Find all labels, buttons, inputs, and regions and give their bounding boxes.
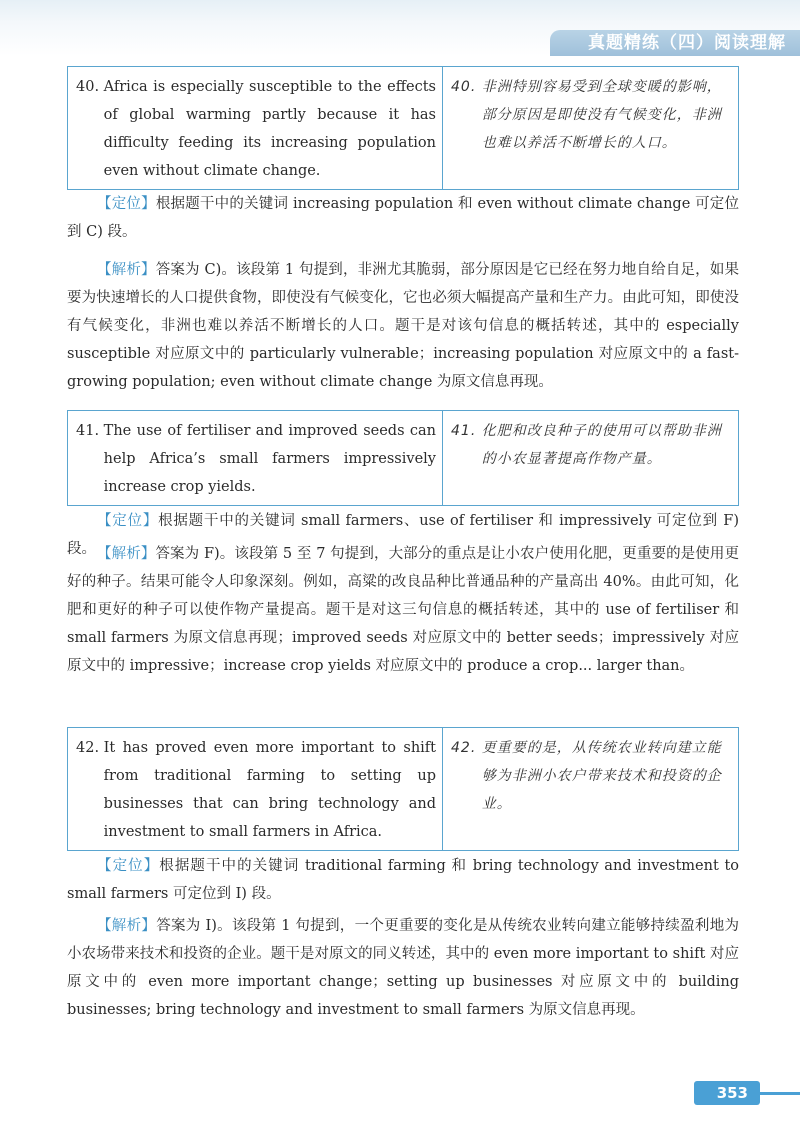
- question-translation: [443, 728, 738, 850]
- question-english: [68, 411, 443, 505]
- locate-text: 根据题干中的关键词 traditional farming 和 bring technology and investment to small farmers 可定位到 I) 段。: [67, 858, 739, 902]
- locate-tag: 【定位】: [97, 513, 159, 529]
- translation-number: 42.: [451, 740, 477, 756]
- locate-tag: 【定位】: [97, 196, 156, 212]
- question-number: 40.: [76, 79, 100, 95]
- analysis-tag: 【解析】: [97, 918, 157, 934]
- question-text: Africa is especially susceptible to the effects of global warming partly because it has difficulty feeding its increasing population even without climate change.: [103, 79, 436, 179]
- question-number: 42.: [76, 740, 100, 756]
- section-title: 真题精练（四）阅读理解: [588, 33, 786, 53]
- question-number: 41.: [76, 423, 100, 439]
- analysis-text: 答案为 C)。该段第 1 句提到，非洲尤其脆弱，部分原因是它已经在努力地自给自足，如果要为快速增长的人口提供食物，即使没有气候变化，它也必须大幅提高产量和生产力。由此可知，即使没有气候变化，非洲也难以养活不断增长的人口。题干是对该句信息的概括转述，其中的 especially susceptible 对应原文中的 particularly vulnerable；increasing population 对应原文中的 a fast-growing population; even without climate change 为原文信息再现。: [67, 262, 739, 390]
- analysis-tag: 【解析】: [97, 262, 156, 278]
- page-number: 353: [716, 1084, 748, 1102]
- question-english: [68, 67, 443, 189]
- translation-text: 更重要的是，从传统农业转向建立能够为非洲小农户带来技术和投资的企业。: [481, 740, 722, 812]
- translation-number: 40.: [451, 79, 477, 95]
- locate-paragraph-42: [67, 852, 739, 908]
- question-box-42: [67, 727, 739, 851]
- question-translation: [443, 67, 738, 189]
- question-english: [68, 728, 443, 850]
- translation-text: 化肥和改良种子的使用可以帮助非洲的小农显著提高作物产量。: [481, 423, 722, 467]
- locate-text: 根据题干中的关键词 small farmers、use of fertiliser 和 impressively 可定位到 F) 段。: [67, 513, 739, 557]
- question-box-40: [67, 66, 739, 190]
- analysis-paragraph-42: [67, 912, 739, 1024]
- translation-text: 非洲特别容易受到全球变暖的影响，部分原因是即使没有气候变化，非洲也难以养活不断增长的人口。: [481, 79, 722, 151]
- locate-tag: 【定位】: [97, 858, 160, 874]
- question-text: The use of fertiliser and improved seeds can help Africa’s small farmers impressively increase crop yields.: [103, 423, 436, 495]
- translation-number: 41.: [451, 423, 477, 439]
- locate-text: 根据题干中的关键词 increasing population 和 even without climate change 可定位到 C) 段。: [67, 196, 739, 240]
- question-box-41: [67, 410, 739, 506]
- analysis-tag: 【解析】: [97, 546, 156, 562]
- locate-paragraph-40: [67, 190, 739, 246]
- analysis-text: 答案为 I)。该段第 1 句提到，一个更重要的变化是从传统农业转向建立能够持续盈利地为小农场带来技术和投资的企业。题干是对原文的同义转述，其中的 even more important to shift 对应原文中的 even more important change；setting up businesses 对应原文中的 building businesses; bring technology and investment to small farmers 为原文信息再现。: [67, 918, 739, 1018]
- analysis-text: 答案为 F)。该段第 5 至 7 句提到，大部分的重点是让小农户使用化肥，更重要的是使用更好的种子。结果可能令人印象深刻。例如，高粱的改良品种比普通品种的产量高出 40%。由此可知，化肥和更好的种子可以使作物产量提高。题干是对这三句信息的概括转述，其中的 use of fertiliser 和 small farmers 为原文信息再现；improved seeds 对应原文中的 better seeds；impressively 对应原文中的 impressive；increase crop yields 对应原文中的 produce a crop... larger than。: [67, 546, 740, 674]
- question-translation: [443, 411, 738, 505]
- analysis-paragraph-40: [67, 256, 739, 396]
- question-text: It has proved even more important to shift from traditional farming to setting up businesses that can bring technology and investment to small farmers in Africa.: [103, 740, 436, 840]
- analysis-paragraph-41: [67, 540, 739, 680]
